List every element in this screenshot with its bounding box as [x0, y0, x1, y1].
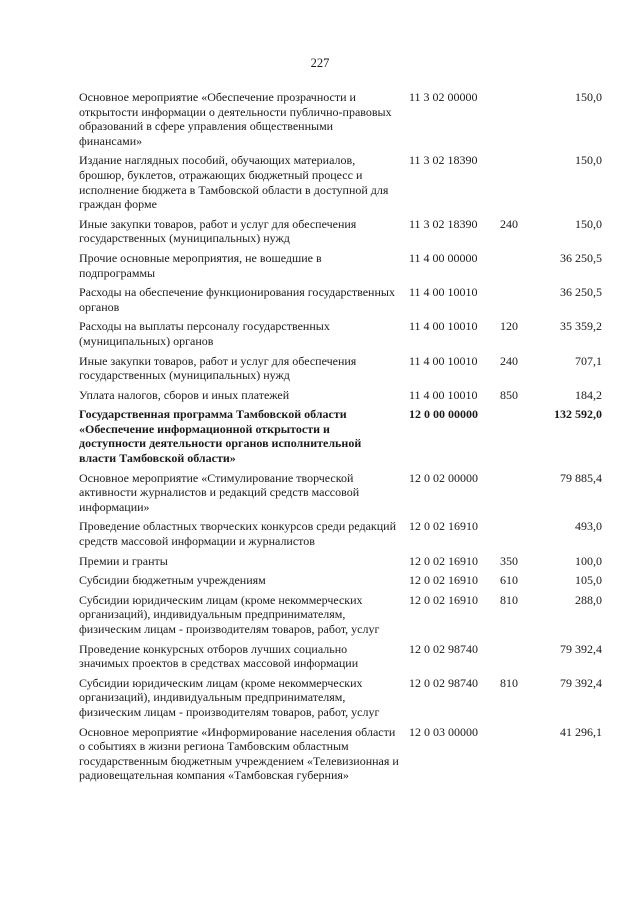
- row-name: Расходы на обеспечение функционирования государственных органов: [79, 285, 395, 314]
- row-name: Субсидии юридическим лицам (кроме некоммерческих организаций), индивидуальным предпринимателям, физическим лицам - производителям товаров, работ, услуг: [79, 592, 380, 636]
- table-row: [0, 554, 640, 569]
- row-code: 12 0 02 00000: [409, 470, 478, 485]
- table-row: [0, 153, 640, 211]
- row-name: Основное мероприятие «Обеспечение прозрачности и открытости информации о деятельности публично-правовых образований в сфере управления общественными финансами»: [79, 90, 392, 148]
- row-code: 12 0 02 16910: [409, 592, 478, 607]
- table-row: [0, 388, 640, 403]
- table-row: [0, 725, 640, 783]
- page-number: 227: [310, 56, 330, 70]
- row-code: 11 4 00 10010: [409, 353, 478, 368]
- table-row: [0, 573, 640, 588]
- row-code: 12 0 02 16910: [409, 553, 478, 568]
- row-expense-type: 810: [500, 592, 518, 607]
- row-name: Уплата налогов, сборов и иных платежей: [79, 387, 290, 402]
- row-name: Основное мероприятие «Стимулирование творческой активности журналистов и редакций средств массовой информации»: [79, 470, 360, 514]
- table-row: [0, 90, 640, 148]
- row-name: Субсидии юридическим лицам (кроме некоммерческих организаций), индивидуальным предпринимателям, физическим лицам - производителям товаров, работ, услуг: [79, 675, 380, 719]
- row-name: Премии и гранты: [79, 553, 168, 568]
- table-row: [0, 471, 640, 515]
- row-code: 11 4 00 10010: [409, 285, 478, 300]
- row-name: Государственная программа Тамбовской области «Обеспечение информационной открытости и доступности деятельности органов исполнительной власти Тамбовской области»: [79, 407, 362, 466]
- table-row: [0, 642, 640, 671]
- row-amount: 493,0: [575, 519, 602, 534]
- row-code: 11 3 02 18390: [409, 153, 478, 168]
- table-row: [0, 217, 640, 246]
- row-amount: 79 885,4: [560, 470, 602, 485]
- row-code: 12 0 00 00000: [409, 407, 478, 422]
- row-name: Расходы на выплаты персоналу государственных (муниципальных) органов: [79, 319, 330, 348]
- row-expense-type: 120: [500, 319, 518, 334]
- table-row: [0, 407, 640, 465]
- table-row: [0, 354, 640, 383]
- row-amount: 105,0: [575, 573, 602, 588]
- row-code: 11 3 02 00000: [409, 90, 478, 104]
- table-row: [0, 285, 640, 314]
- row-amount: 288,0: [575, 592, 602, 607]
- row-code: 11 4 00 10010: [409, 319, 478, 334]
- row-amount: 79 392,4: [560, 675, 602, 690]
- row-amount: 36 250,5: [560, 285, 602, 300]
- row-code: 12 0 02 16910: [409, 519, 478, 534]
- row-amount: 35 359,2: [560, 319, 602, 334]
- row-expense-type: 350: [500, 553, 518, 568]
- row-name: Прочие основные мероприятия, не вошедшие в подпрограммы: [79, 250, 322, 280]
- row-amount: 184,2: [575, 387, 602, 402]
- row-amount: 707,1: [575, 353, 602, 368]
- row-amount: 41 296,1: [560, 724, 602, 739]
- row-code: 11 3 02 18390: [409, 216, 478, 231]
- budget-table: [0, 90, 640, 788]
- row-name: Проведение областных творческих конкурсов среди редакций средств массовой информации и журналистов: [79, 519, 396, 549]
- row-code: 12 0 03 00000: [409, 724, 478, 739]
- row-amount: 132 592,0: [554, 407, 602, 422]
- row-amount: 150,0: [575, 153, 602, 168]
- row-amount: 79 392,4: [560, 641, 602, 656]
- row-name: Основное мероприятие «Информирование населения области о событиях в жизни региона Тамбовским областным государственным бюджетным учреждением «Телевизионная и радиовещательная компания «Тамбовская губерния»: [79, 724, 399, 783]
- row-name: Издание наглядных пособий, обучающих материалов, брошюр, буклетов, отражающих бюджетный процесс и исполнение бюджета в Тамбовской области в доступной для граждан форме: [79, 153, 389, 212]
- row-code: 11 4 00 00000: [409, 250, 478, 265]
- table-row: [0, 593, 640, 637]
- row-amount: 36 250,5: [560, 250, 602, 265]
- table-row: [0, 519, 640, 548]
- row-code: 11 4 00 10010: [409, 387, 478, 402]
- row-name: Иные закупки товаров, работ и услуг для обеспечения государственных (муниципальных) нужд: [79, 353, 357, 383]
- row-expense-type: 810: [500, 675, 518, 690]
- row-amount: 150,0: [575, 90, 602, 104]
- table-row: [0, 676, 640, 720]
- row-amount: 150,0: [575, 216, 602, 231]
- table-row: [0, 319, 640, 348]
- row-code: 12 0 02 16910: [409, 573, 478, 588]
- row-amount: 100,0: [575, 553, 602, 568]
- row-code: 12 0 02 98740: [409, 641, 478, 656]
- table-row: [0, 251, 640, 280]
- row-name: Проведение конкурсных отборов лучших социально значимых проектов в средствах массовой информации: [79, 641, 359, 671]
- row-name: Иные закупки товаров, работ и услуг для обеспечения государственных (муниципальных) нужд: [79, 216, 357, 246]
- row-expense-type: 850: [500, 387, 518, 402]
- row-expense-type: 610: [500, 573, 518, 588]
- row-expense-type: 240: [500, 216, 518, 231]
- row-name: Субсидии бюджетным учреждениям: [79, 573, 266, 588]
- row-expense-type: 240: [500, 353, 518, 368]
- row-code: 12 0 02 98740: [409, 675, 478, 690]
